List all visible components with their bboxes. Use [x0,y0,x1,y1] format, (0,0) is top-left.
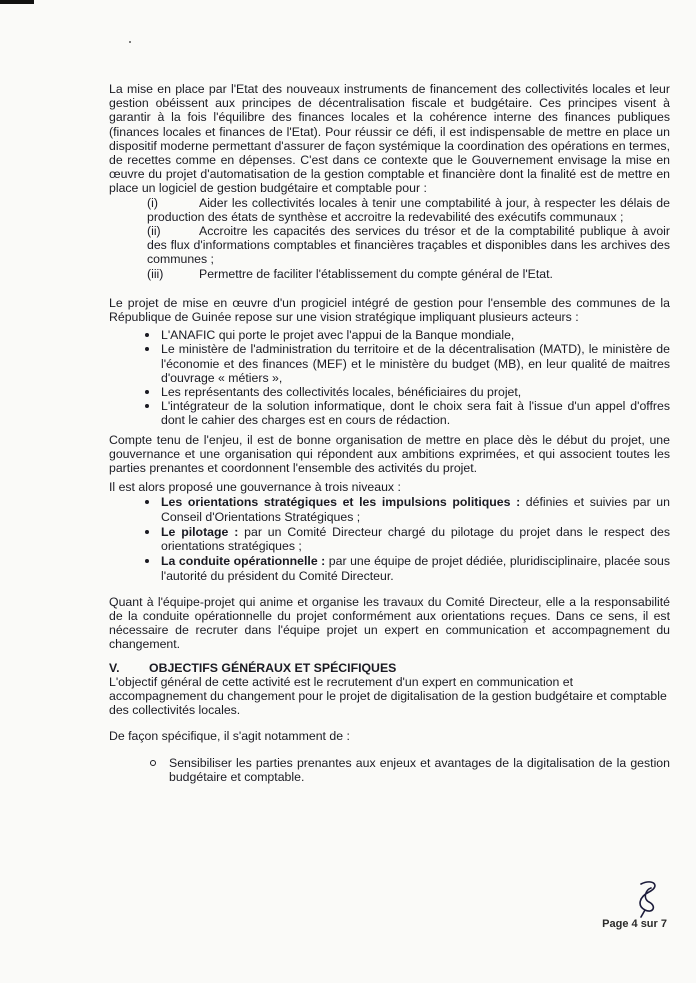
governance-level-title: La conduite opérationnelle : [161,554,326,569]
roman-list-item [147,196,670,224]
objectives-roman-list [109,196,670,281]
section-title: OBJECTIFS GÉNÉRAUX ET SPÉCIFIQUES [149,660,397,675]
general-objective-paragraph: L'objectif général de cette activité est le recrutement d'un expert en communication et accompagnement du changement pour le projet de digitalisation de la gestion budgétaire et comptable des collectivités locales. [109,674,667,718]
page-of-label: sur [640,918,658,930]
governance-level-text: par une équipe de projet dédiée, pluridisciplinaire, placée sous l'autorité du président du Comité Directeur. [161,554,670,583]
roman-number: (i) [147,195,158,210]
page-number-footer [602,918,667,930]
roman-number: (iii) [147,266,164,281]
section-number: V. [109,660,120,675]
governance-levels-list [109,495,670,582]
roman-list-item [147,224,670,267]
roman-item-text: Accroitre les capacités des services du trésor et de la comptabilité publique à avoir des flux d'informations comptables et financières traçables et disponibles dans les archives des communes ; [147,224,670,267]
actors-bullet-list [109,328,670,427]
governance-level-item [161,554,670,582]
stakes-paragraph: Compte tenu de l'enjeu, il est de bonne organisation de mettre en place dès le début du projet, une gouvernance et une organisation qui répondent aux ambitions exprimées, et qui associent toutes les parties prenantes et coordonnent l'ensemble des activités du projet. [109,432,670,476]
actor-list-item: L'ANAFIC qui porte le projet avec l'appui de la Banque mondiale, [161,328,670,342]
document-body [109,82,670,784]
governance-intro: Il est alors proposé une gouvernance à trois niveaux : [109,480,401,495]
governance-level-title: Le pilotage : [161,524,239,539]
governance-level-title: Les orientations stratégiques et les impulsions politiques : [161,495,521,510]
governance-level-text: définies et suivies par un Conseil d'Orientations Stratégiques ; [161,495,670,524]
total-pages-number: 7 [660,918,667,930]
actor-list-item: L'intégrateur de la solution informatique, dont le choix sera fait à l'issue d'un appel d'offres dont le cahier des charges est en cours de rédaction. [161,399,670,428]
specific-objectives-list [109,756,670,784]
roman-item-text: Aider les collectivités locales à tenir une comptabilité à jour, à respecter les délais de production des états de synthèse et accroitre la redevabilité des exécutifs communaux ; [147,195,670,224]
roman-number: (ii) [147,224,161,239]
roman-list-item [147,267,670,281]
specific-objectives-intro: De façon spécifique, il s'agit notamment de : [109,729,350,744]
actor-list-item: Le ministère de l'administration du territoire et de la décentralisation (MATD), le ministère de l'économie et des finances (MEF) et le ministère du budget (MB), en leur qualité de maitres d'ouvrage « métiers », [161,342,670,385]
scan-edge-mark [0,0,34,4]
handwritten-initials-signature [631,880,665,918]
governance-level-item [161,525,670,553]
section-heading [109,661,670,675]
intro-paragraph: La mise en place par l'Etat des nouveaux instruments de financement des collectivités locales et leur gestion obéissent aux principes de décentralisation fiscale et budgétaire. Ces principes visent à garantir à la fois l'équilibre des finances locales et la cohérence interne des finances publiques (finances locales et finances de l'Etat). Pour réussir ce défi, il est indispensable de mettre en place un dispositif moderne permettant d'assurer de façon systémique la coordination des opérations en termes, de recettes comme en dépenses. C'est dans ce contexte que le Gouvernement envisage la mise en œuvre du projet d'automatisation de la gestion comptable et financière dont la finalité est de mettre en place un logiciel de gestion budgétaire et comptable pour : [109,82,670,196]
project-team-paragraph: Quant à l'équipe-projet qui anime et organise les travaux du Comité Directeur, elle a la responsabilité de la conduite opérationnelle du projet conformément aux orientations reçues. Dans ce sens, il est nécessaire de recruter dans l'équipe projet un expert en communication et accompagnement du changement. [109,594,670,652]
current-page-number: 4 [631,918,638,930]
page-label: Page [602,918,629,930]
project-paragraph: Le projet de mise en œuvre d'un progiciel intégré de gestion pour l'ensemble des communes de la République de Guinée repose sur une vision stratégique impliquant plusieurs acteurs : [109,295,670,325]
scan-dust-dot [129,41,131,43]
roman-item-text: Permettre de faciliter l'établissement du compte général de l'Etat. [199,266,553,281]
governance-level-text: par un Comité Directeur chargé du pilotage du projet dans le respect des orientations stratégiques ; [161,524,670,554]
specific-objective-item: Sensibiliser les parties prenantes aux enjeux et avantages de la digitalisation de la gestion budgétaire et comptable. [169,755,670,784]
actor-list-item: Les représentants des collectivités locales, bénéficiaires du projet, [161,385,670,399]
governance-level-item [161,495,670,523]
